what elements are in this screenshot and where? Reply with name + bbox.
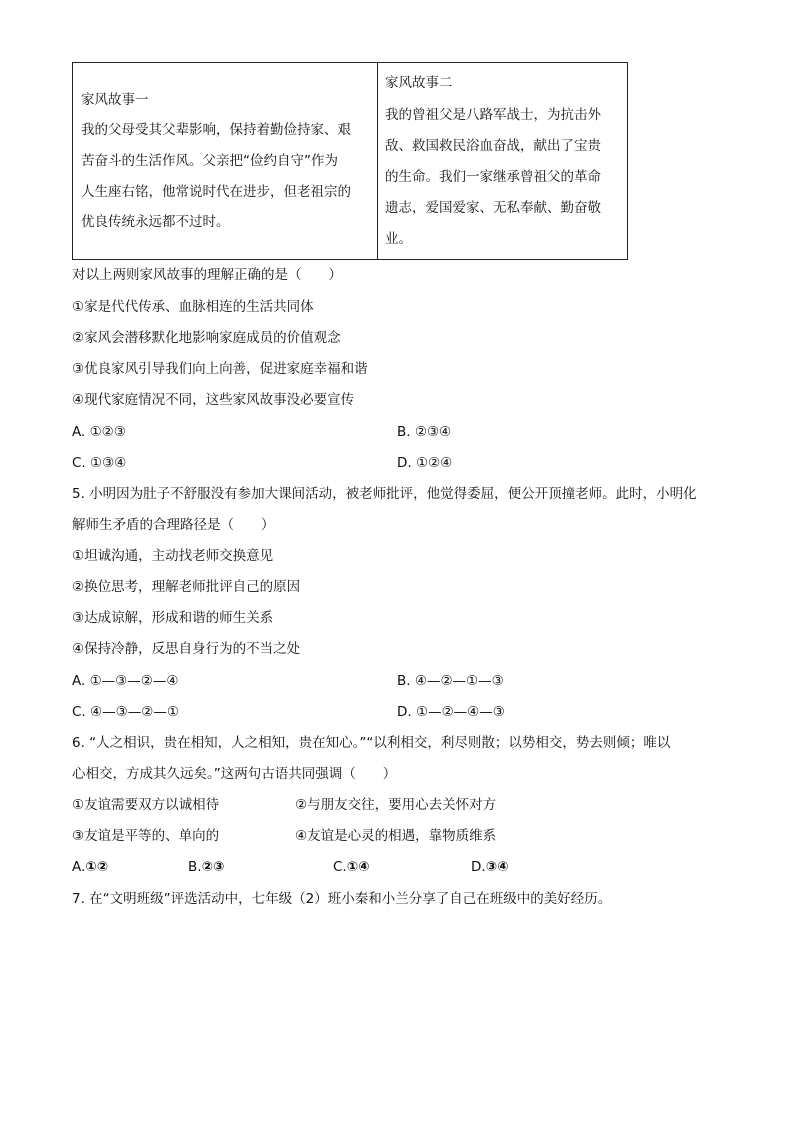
story1-line: 苦奋斗的生活作风。父亲把“俭约自守”作为 — [81, 153, 338, 169]
q6-stem: 心相交，方成其久远矣。”这两句古语共同强调（ ） — [72, 766, 397, 782]
story1-title: 家风故事一 — [81, 92, 149, 108]
story1-line: 优良传统永远都不过时。 — [81, 214, 230, 230]
option-value: ②③ — [201, 859, 225, 875]
q5-stem: 5. 小明因为肚子不舒服没有参加大课间活动，被老师批评，他觉得委屈，便公开顶撞老师。此时，小明化 — [72, 486, 697, 502]
q6-option-a[interactable] — [72, 857, 108, 877]
q4-statement: ④现代家庭情况不同，这些家风故事没必要宣传 — [72, 392, 355, 408]
q5-option-d[interactable]: D. ①—②—④—③ — [397, 704, 505, 720]
q6-statement: ③友谊是平等的、单向的 — [72, 828, 220, 844]
q5-stem: 解师生矛盾的合理路径是（ ） — [72, 517, 275, 533]
q5-option-a[interactable]: A. ①—③—②—④ — [72, 673, 179, 689]
q4-statement: ③优良家风引导我们向上向善，促进家庭幸福和谐 — [72, 361, 368, 377]
q6-option-b[interactable] — [188, 857, 224, 877]
option-letter: D. — [471, 859, 486, 875]
option-letter: C. — [333, 859, 347, 875]
story2-line: 敌、救国救民浴血奋战，献出了宝贵 — [385, 138, 601, 154]
option-value: ③④ — [485, 859, 509, 875]
q5-statement: ①坦诚沟通，主动找老师交换意见 — [72, 548, 274, 564]
q4-option-c[interactable]: C. ①③④ — [72, 455, 127, 471]
family-stories-table — [72, 62, 628, 260]
q5-statement: ③达成谅解，形成和谐的师生关系 — [72, 610, 274, 626]
q4-stem: 对以上两则家风故事的理解正确的是（ ） — [72, 267, 342, 283]
q5-statement: ②换位思考，理解老师批评自己的原因 — [72, 579, 301, 595]
option-value: ①④ — [346, 859, 370, 875]
q4-option-b[interactable]: B. ②③④ — [397, 424, 452, 440]
q5-statement: ④保持冷静，反思自身行为的不当之处 — [72, 641, 301, 657]
table-divider — [377, 63, 378, 259]
q6-stem: 6. “人之相识，贵在相知，人之相知，贵在知心。”“以利相交，利尽则散；以势相交，势去则倾；唯以 — [72, 735, 671, 751]
story2-line: 业。 — [385, 231, 412, 247]
q6-statement: ④友谊是心灵的相遇，靠物质维系 — [295, 828, 497, 844]
q5-option-c[interactable]: C. ④—③—②—① — [72, 704, 179, 720]
story1-line: 人生座右铭，他常说时代在进步，但老祖宗的 — [81, 184, 351, 200]
q4-statement: ①家是代代传承、血脉相连的生活共同体 — [72, 299, 314, 315]
story2-line: 的生命。我们一家继承曾祖父的革命 — [385, 169, 601, 185]
q6-option-c[interactable] — [333, 857, 370, 877]
q4-statement: ②家风会潜移默化地影响家庭成员的价值观念 — [72, 330, 341, 346]
q7-stem: 7. 在“文明班级”评选活动中，七年级（2）班小秦和小兰分享了自己在班级中的美好经历。 — [72, 891, 612, 907]
q5-option-b[interactable]: B. ④—②—①—③ — [397, 673, 504, 689]
option-value: ①② — [85, 859, 109, 875]
story2-line: 我的曾祖父是八路军战士，为抗击外 — [385, 107, 601, 123]
q4-option-d[interactable]: D. ①②④ — [397, 455, 453, 471]
q6-statement: ②与朋友交往，要用心去关怀对方 — [295, 797, 497, 813]
q6-option-d[interactable] — [471, 857, 509, 877]
story2-title: 家风故事二 — [385, 75, 453, 91]
q6-statement: ①友谊需要双方以诚相待 — [72, 797, 220, 813]
option-letter: A. — [72, 859, 86, 875]
story2-line: 遗志，爱国爱家、无私奉献、勤奋敬 — [385, 200, 601, 216]
q4-option-a[interactable]: A. ①②③ — [72, 424, 126, 440]
option-letter: B. — [188, 859, 202, 875]
story1-line: 我的父母受其父辈影响，保持着勤俭持家、艰 — [81, 122, 351, 138]
